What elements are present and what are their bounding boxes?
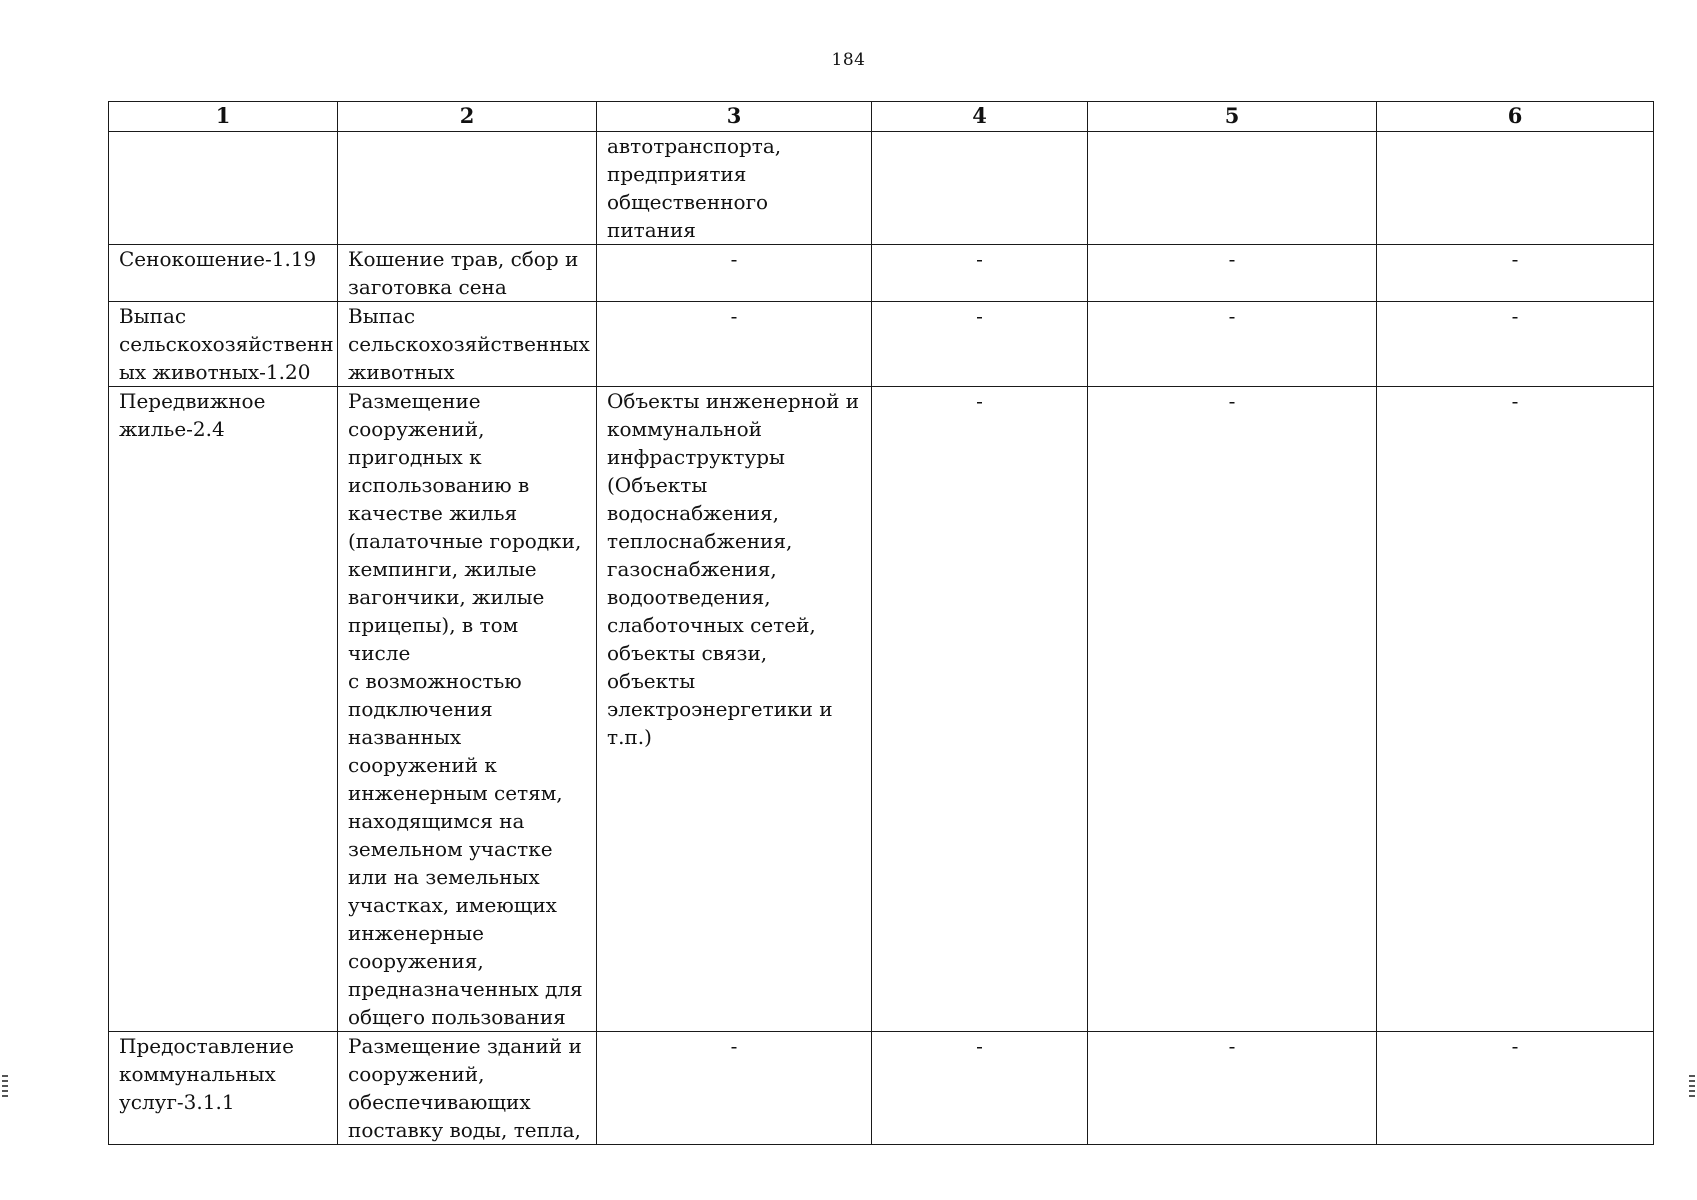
table-cell: [872, 387, 1088, 1032]
left-margin-mark: [2, 1075, 8, 1097]
cell-text: -: [976, 389, 983, 413]
column-header-4: 4: [872, 102, 1088, 132]
page-number: 184: [831, 50, 866, 70]
table-cell: [338, 387, 597, 1032]
table-cell: [338, 132, 597, 245]
table-cell: [1088, 387, 1377, 1032]
cell-text: -: [1511, 389, 1519, 413]
table-cell: [338, 1032, 597, 1145]
table-header-row: [109, 102, 1654, 132]
table-cell: [109, 245, 338, 302]
column-header-6: 6: [1377, 102, 1654, 132]
table-row: [109, 132, 1654, 245]
table-cell: [1088, 1032, 1377, 1145]
table-cell: [1088, 302, 1377, 387]
table-cell: [872, 245, 1088, 302]
table-cell: [1377, 245, 1654, 302]
use-type-name: Выпас сельскохозяйственн ых животных-1.20: [119, 304, 334, 384]
use-description: Размещение сооружений, пригодных к использованию в качестве жилья (палаточные городки, кемпинги, жилые вагончики, жилые прицепы), в том числе с возможностью подключения названных сооружений к инженерным сетям, находящимся на земельном участке или на земельных участках, имеющих инженерные сооружения, предназначенных для общего пользования: [348, 389, 583, 1029]
right-margin-mark: [1689, 1075, 1695, 1097]
table-cell: [338, 245, 597, 302]
cell-text: -: [1511, 247, 1519, 271]
cell-text: Объекты инженерной и коммунальной инфраструктуры (Объекты водоснабжения, теплоснабжения, газоснабжения, водоотведения, слаботочных сетей, объекты связи, объекты электроэнергетики и т.п.): [607, 389, 860, 749]
cell-text: -: [1228, 247, 1236, 271]
table-cell: [1377, 1032, 1654, 1145]
table-cell: [338, 302, 597, 387]
table-cell: [597, 245, 872, 302]
table-cell: [1088, 245, 1377, 302]
cell-text: -: [730, 1034, 738, 1058]
table-cell: [1377, 132, 1654, 245]
use-description: Размещение зданий и сооружений, обеспечивающих поставку воды, тепла,: [348, 1034, 582, 1142]
use-description: Выпас сельскохозяйственных животных: [348, 304, 590, 384]
cell-text: -: [976, 1034, 983, 1058]
table-row: [109, 302, 1654, 387]
column-header-1: 1: [109, 102, 338, 132]
table-cell: [109, 302, 338, 387]
table-cell: [1377, 387, 1654, 1032]
table-cell: [872, 132, 1088, 245]
column-header-3: 3: [597, 102, 872, 132]
table-cell: [109, 132, 338, 245]
use-type-name: Предоставление коммунальных услуг-3.1.1: [119, 1034, 294, 1114]
use-description: Кошение трав, сбор и заготовка сена: [348, 247, 579, 299]
cell-text: -: [1511, 1034, 1519, 1058]
column-header-2: 2: [338, 102, 597, 132]
table-cell: [597, 1032, 872, 1145]
use-type-name: Сенокошение-1.19: [119, 247, 317, 271]
cell-text: -: [730, 247, 738, 271]
table-cell: [1088, 132, 1377, 245]
cell-text: -: [730, 304, 738, 328]
cell-text: -: [976, 247, 983, 271]
table-cell: [597, 302, 872, 387]
table-cell: [597, 387, 872, 1032]
cell-text: автотранспорта, предприятия общественного питания: [607, 134, 782, 242]
table-cell: [872, 1032, 1088, 1145]
table-cell: [109, 387, 338, 1032]
cell-text: -: [1228, 1034, 1236, 1058]
land-use-table: [108, 101, 1654, 1145]
column-header-5: 5: [1088, 102, 1377, 132]
cell-text: -: [1228, 389, 1236, 413]
table-row: [109, 1032, 1654, 1145]
table-row: [109, 245, 1654, 302]
table-cell: [597, 132, 872, 245]
use-type-name: Передвижное жилье-2.4: [119, 389, 266, 441]
table-cell: [109, 1032, 338, 1145]
cell-text: -: [976, 304, 983, 328]
table-cell: [1377, 302, 1654, 387]
table-row: [109, 387, 1654, 1032]
cell-text: -: [1228, 304, 1236, 328]
cell-text: -: [1511, 304, 1519, 328]
table-cell: [872, 302, 1088, 387]
